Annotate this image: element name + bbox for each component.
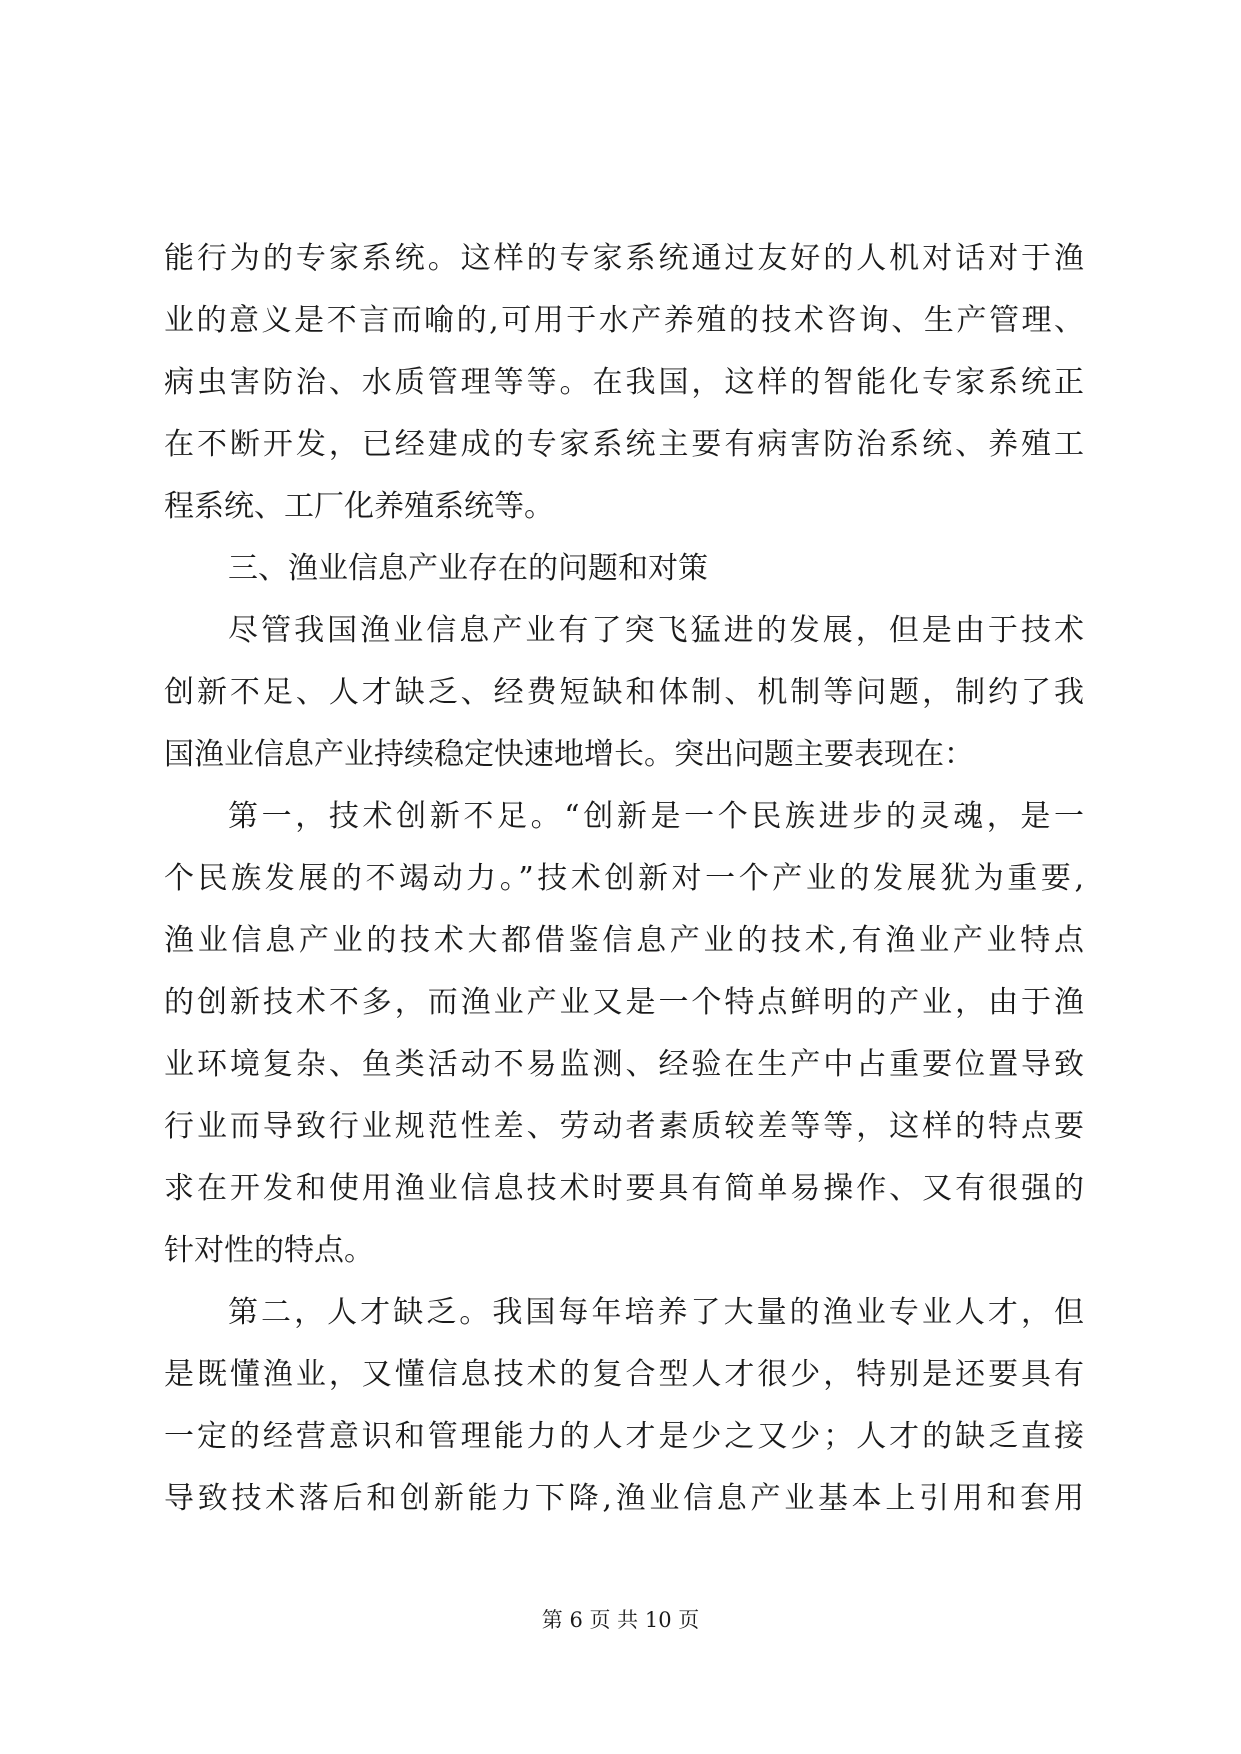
text-line: 是既懂渔业，又懂信息技术的复合型人才很少，特别是还要具有 bbox=[164, 1357, 1084, 1392]
text-line: 行业而导致行业规范性差、劳动者素质较差等等，这样的特点要 bbox=[164, 1109, 1084, 1144]
text-line: 在不断开发，已经建成的专家系统主要有病害防治系统、养殖工 bbox=[164, 427, 1084, 462]
text-line: 国渔业信息产业持续稳定快速地增长。突出问题主要表现在： bbox=[164, 737, 974, 772]
document-body bbox=[164, 228, 1084, 1530]
text-line: 尽管我国渔业信息产业有了突飞猛进的发展，但是由于技术 bbox=[228, 613, 1084, 648]
text-line: 针对性的特点。 bbox=[164, 1233, 374, 1268]
text-line: 程系统、工厂化养殖系统等。 bbox=[164, 489, 554, 524]
text-line: 个民族发展的不竭动力。”技术创新对一个产业的发展犹为重要, bbox=[164, 861, 1084, 896]
page-footer: 第 6 页 共 10 页 bbox=[541, 1608, 700, 1632]
text-line: 创新不足、人才缺乏、经费短缺和体制、机制等问题，制约了我 bbox=[164, 675, 1084, 710]
text-line: 一定的经营意识和管理能力的人才是少之又少；人才的缺乏直接 bbox=[164, 1419, 1084, 1454]
text-line: 三、渔业信息产业存在的问题和对策 bbox=[228, 551, 708, 586]
text-line: 第一，技术创新不足。“创新是一个民族进步的灵魂，是一 bbox=[228, 799, 1084, 834]
text-line: 病虫害防治、水质管理等等。在我国，这样的智能化专家系统正 bbox=[164, 365, 1084, 400]
text-line: 第二，人才缺乏。我国每年培养了大量的渔业专业人才，但 bbox=[228, 1295, 1084, 1330]
text-line: 能行为的专家系统。这样的专家系统通过友好的人机对话对于渔 bbox=[164, 241, 1084, 276]
text-line: 渔业信息产业的技术大都借鉴信息产业的技术,有渔业产业特点 bbox=[164, 923, 1084, 958]
text-line: 求在开发和使用渔业信息技术时要具有简单易操作、又有很强的 bbox=[164, 1171, 1084, 1206]
text-line: 的创新技术不多，而渔业产业又是一个特点鲜明的产业，由于渔 bbox=[164, 985, 1084, 1020]
text-line: 业的意义是不言而喻的,可用于水产养殖的技术咨询、生产管理、 bbox=[164, 303, 1084, 338]
text-line: 导致技术落后和创新能力下降,渔业信息产业基本上引用和套用 bbox=[164, 1481, 1084, 1516]
text-line: 业环境复杂、鱼类活动不易监测、经验在生产中占重要位置导致 bbox=[164, 1047, 1084, 1082]
